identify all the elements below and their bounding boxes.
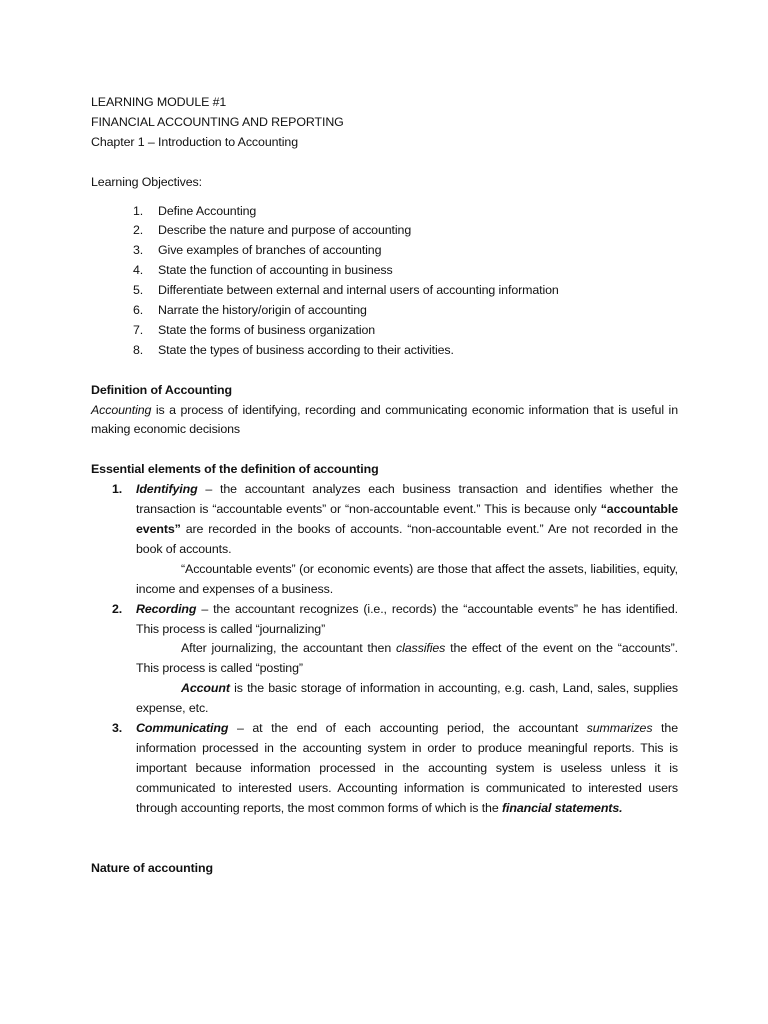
- element-communicating: 3. Communicating – at the end of each accounting period, the accountant summarizes the information processed in the accounting system in order to produce meaningful reports. This is important because information processed in the accounting system is useless unless it is communicated to interested users. Accounting information is communicated to interested users through accounting reports, the most common forms of which is the financial statements.: [112, 721, 678, 815]
- objective-item: 1. Define Accounting: [133, 203, 257, 218]
- definition-heading: Definition of Accounting: [91, 382, 232, 397]
- objective-item: 3. Give examples of branches of accounting: [133, 243, 382, 258]
- recording-term: Recording: [136, 601, 197, 616]
- posting-paragraph: After journalizing, the accountant then classifies the effect of the event on the “accounts”. This process is called “posting”: [136, 641, 678, 676]
- objective-item: 6. Narrate the history/origin of accounting: [133, 303, 367, 318]
- elements-heading: Essential elements of the definition of accounting: [91, 462, 379, 477]
- account-paragraph: Account is the basic storage of information in accounting, e.g. cash, Land, sales, supplies expense, etc.: [136, 681, 678, 716]
- objective-item: 2. Describe the nature and purpose of accounting: [133, 223, 412, 238]
- objective-item: 4. State the function of accounting in business: [133, 263, 393, 278]
- accountable-events-paragraph: “Accountable events” (or economic events) are those that affect the assets, liabilities, equity, income and expenses of a business.: [136, 561, 678, 596]
- module-title: LEARNING MODULE #1: [91, 95, 227, 109]
- chapter-title: Chapter 1 – Introduction to Accounting: [91, 134, 298, 149]
- definition-paragraph: [91, 401, 678, 441]
- nature-heading: Nature of accounting: [91, 860, 213, 875]
- objectives-list: [91, 202, 678, 361]
- communicating-term: Communicating: [136, 721, 229, 736]
- objectives-heading: Learning Objectives:: [91, 174, 202, 189]
- element-recording: 2. Recording – the accountant recognizes (i.e., records) the “accountable events” he has identified. This process is called “journalizing” After journalizing, the accountant then classifies the effect of the event on the “accounts”. This process is called “posting” Account is the basic storage of information in accounting, e.g. cash, Land, sales, supplies expense, etc.: [112, 600, 678, 719]
- objective-item: 8. State the types of business according to their activities.: [133, 342, 454, 357]
- objective-item: 5. Differentiate between external and internal users of accounting information: [133, 283, 559, 298]
- document-body: [91, 93, 678, 878]
- elements-list: [91, 480, 678, 818]
- objective-item: 7. State the forms of business organization: [133, 322, 376, 337]
- definition-term: Accounting: [91, 402, 152, 417]
- course-title: FINANCIAL ACCOUNTING AND REPORTING: [91, 114, 344, 129]
- element-identifying: 1. Identifying – the accountant analyzes each business transaction and identifies whether the transaction is “accountable events” or “non-accountable event.” This is because only “accountable events” are recorded in the books of accounts. “non-accountable event.” Are not recorded in the book of accounts. “Accountable events” (or economic events) are those that affect the assets, liabilities, equity, income and expenses of a business.: [112, 480, 678, 599]
- definition-body: is a process of identifying, recording and communicating economic information that is useful in making economic decisions: [91, 402, 678, 437]
- identifying-term: Identifying: [136, 482, 198, 497]
